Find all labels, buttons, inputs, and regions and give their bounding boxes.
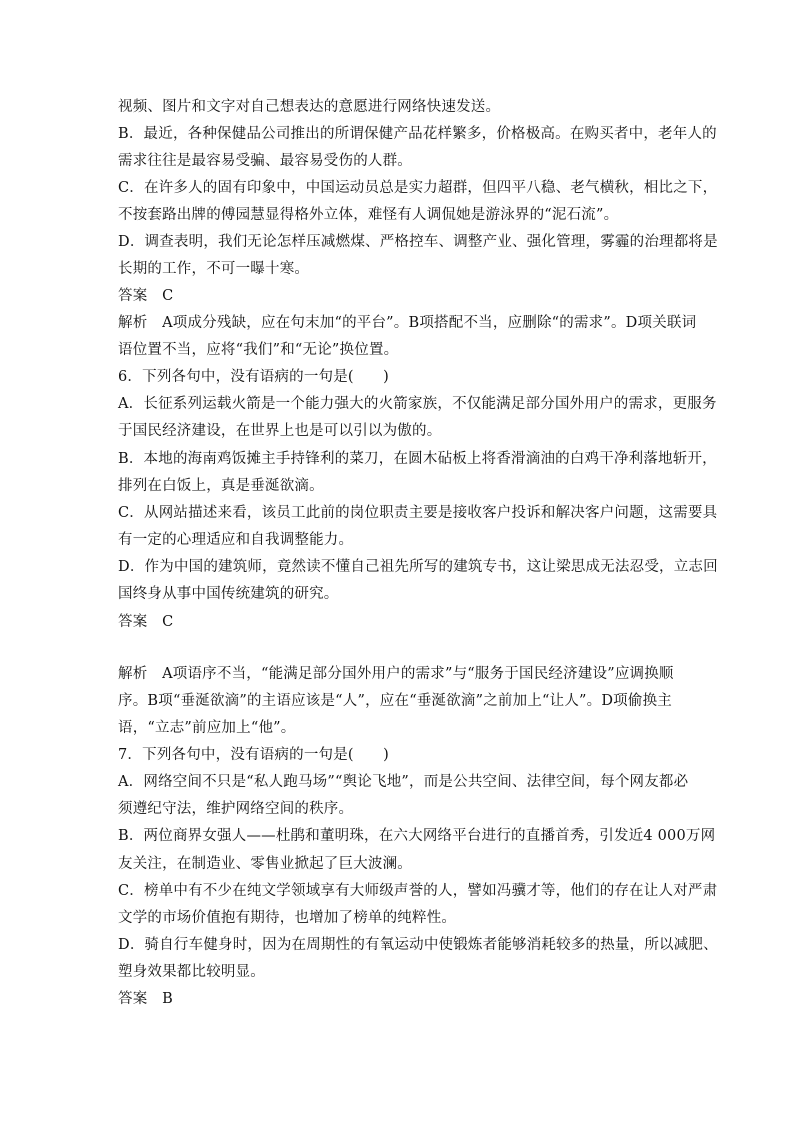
option-line: C．从网站描述来看，该员工此前的岗位职责主要是接收客户投诉和解决客户问题，这需要具: [118, 505, 718, 521]
option-line: D．骑自行车健身时，因为在周期性的有氧运动中使锻炼者能够消耗较多的热量，所以减肥、: [118, 937, 718, 953]
text-line: C．在许多人的固有印象中，中国运动员总是实力超群，但四平八稳、老气横秋，相比之下，: [118, 180, 718, 196]
text-line: 需求往往是最容易受骗、最容易受伤的人群。: [118, 153, 412, 169]
option-line: 须遵纪守法，维护网络空间的秩序。: [118, 801, 354, 817]
text-line: D．调查表明，我们无论怎样压减燃煤、严格控车、调整产业、强化管理，雾霾的治理都将是: [118, 234, 718, 250]
option-line: 塑身效果都比较明显。: [118, 964, 265, 980]
analysis-line: 语位置不当，应将“我们”和“无论”换位置。: [118, 342, 399, 358]
answer-line: 答案 C: [118, 614, 174, 630]
option-line: 国终身从事中国传统建筑的研究。: [118, 586, 339, 602]
option-line: 文学的市场价值抱有期待，也增加了榜单的纯粹性。: [118, 910, 457, 926]
option-line: B．本地的海南鸡饭摊主手持锋利的菜刀，在圆木砧板上将香滑滴油的白鸡干净利落地斩开，: [118, 451, 717, 467]
option-line: B．两位商界女强人——杜鹃和董明珠，在六大网络平台进行的直播首秀，引发近4 000万网: [118, 828, 716, 844]
analysis-line: 解析 A项语序不当，“能满足部分国外用户的需求”与“服务于国民经济建设”应调换顺: [118, 666, 674, 682]
option-line: D．作为中国的建筑师，竟然读不懂自己祖先所写的建筑专书，这让梁思成无法忍受，立志回: [118, 559, 718, 575]
answer-line: 答案 C: [118, 288, 174, 304]
option-line: A．长征系列运载火箭是一个能力强大的火箭家族，不仅能满足部分国外用户的需求，更服务: [118, 396, 717, 412]
option-line: 于国民经济建设，在世界上也是可以引以为傲的。: [118, 423, 442, 439]
text-line: 视频、图片和文字对自己想表达的意愿进行网络快速发送。: [118, 99, 501, 115]
option-line: 排列在白饭上，真是垂涎欲滴。: [118, 478, 324, 494]
text-line: 不按套路出牌的傅园慧显得格外立体，难怪有人调侃她是游泳界的“泥石流”。: [118, 207, 619, 223]
text-line: 长期的工作，不可一曝十寒。: [118, 261, 310, 277]
analysis-line: 语，“立志”前应加上“他”。: [118, 720, 296, 736]
option-line: 友关注，在制造业、零售业掀起了巨大波澜。: [118, 856, 412, 872]
question-title: 7．下列各句中，没有语病的一句是( ): [118, 747, 390, 763]
option-line: A．网络空间不只是“私人跑马场”“舆论飞地”，而是公共空间、法律空间，每个网友都必: [118, 774, 689, 790]
question-title: 6．下列各句中，没有语病的一句是( ): [118, 369, 390, 385]
option-line: 有一定的心理适应和自我调整能力。: [118, 532, 354, 548]
analysis-line: 解析 A项成分残缺，应在句末加“的平台”。B项搭配不当，应删除“的需求”。D项关联词: [118, 315, 697, 331]
answer-line: 答案 B: [118, 991, 173, 1007]
text-line: B．最近，各种保健品公司推出的所谓保健产品花样繁多，价格极高。在购买者中，老年人的: [118, 126, 717, 142]
option-line: C．榜单中有不少在纯文学领域享有大师级声誉的人，譬如冯骥才等，他们的存在让人对严肃: [118, 883, 718, 899]
analysis-line: 序。B项“垂涎欲滴”的主语应该是“人”，应在“垂涎欲滴”之前加上“让人”。D项偷换主: [118, 693, 672, 709]
